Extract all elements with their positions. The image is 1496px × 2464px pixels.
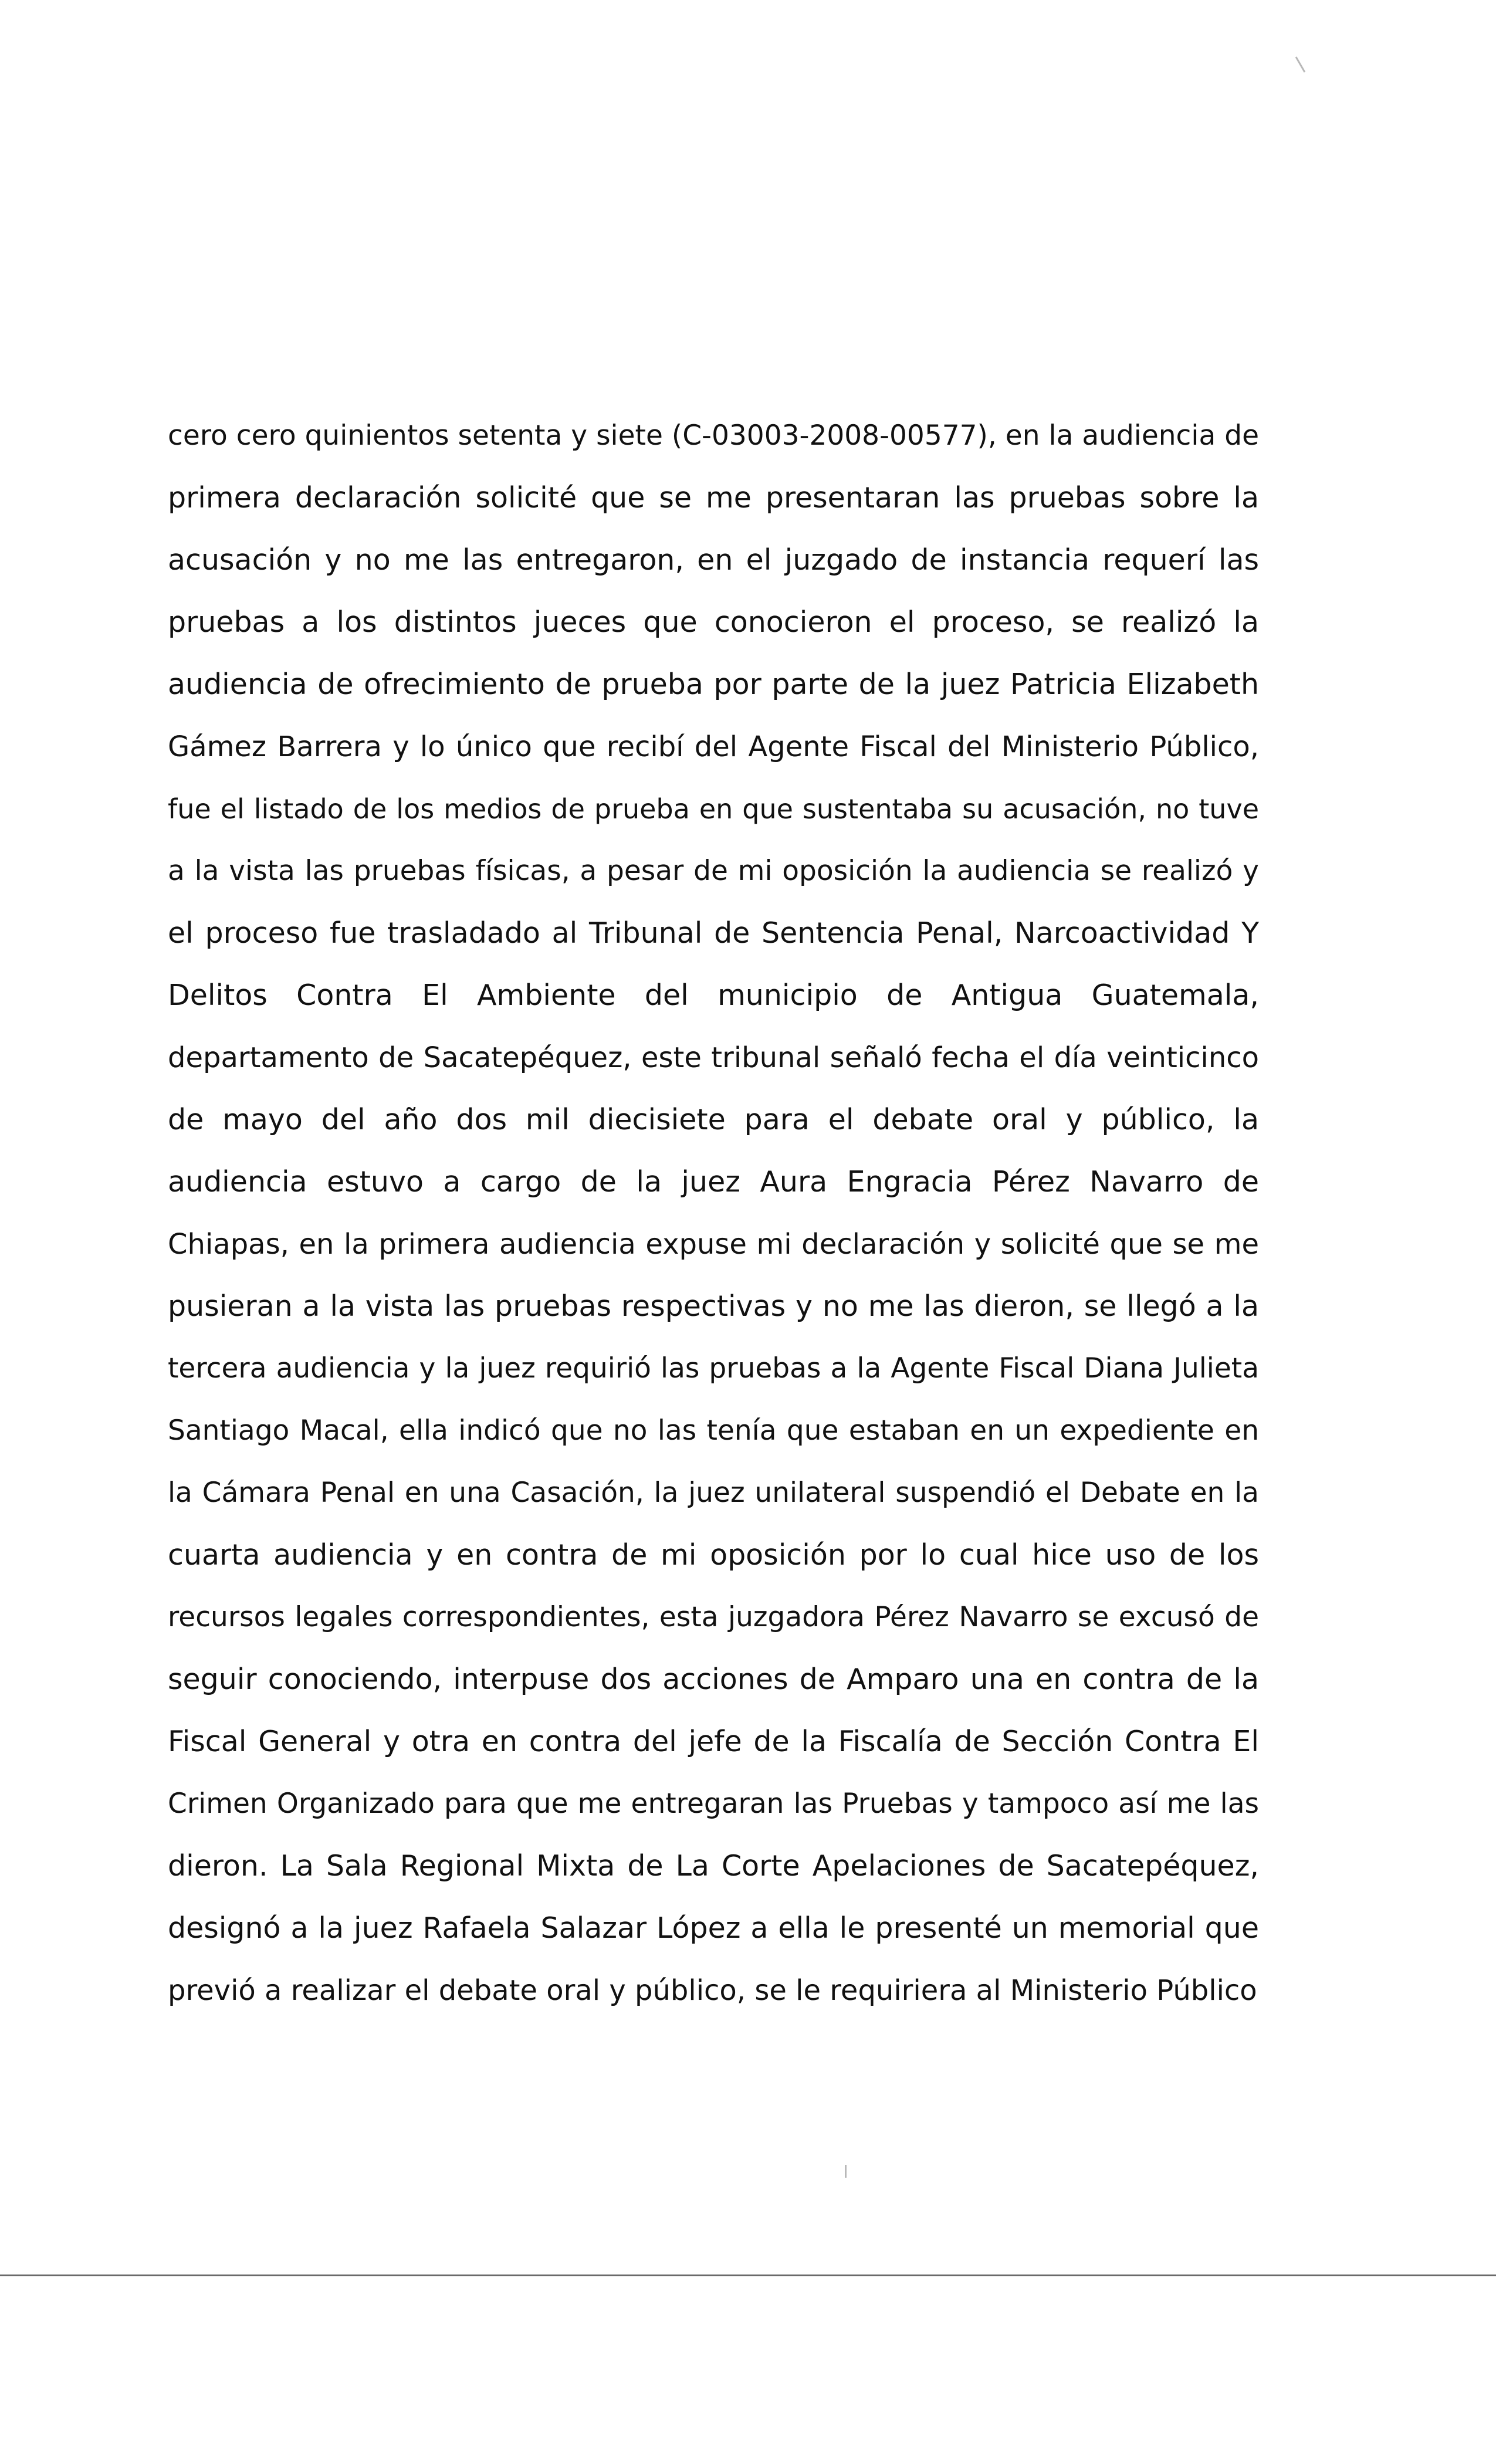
- horizontal-rule: [0, 2275, 1496, 2276]
- text-line: de mayo del año dos mil diecisiete para el debate oral y público, la: [168, 1103, 1259, 1136]
- text-line: pusieran a la vista las pruebas respectivas y no me las dieron, se llegó a la: [168, 1289, 1259, 1323]
- text-line: cuarta audiencia y en contra de mi oposición por lo cual hice uso de los: [168, 1538, 1259, 1572]
- body-paragraph: [168, 405, 1259, 2022]
- text-line: el proceso fue trasladado al Tribunal de Sentencia Penal, Narcoactividad Y: [168, 916, 1259, 950]
- text-line: pruebas a los distintos jueces que conocieron el proceso, se realizó la: [168, 605, 1259, 639]
- text-line: cero cero quinientos setenta y siete (C-03003-2008-00577), en la audiencia de: [168, 419, 1259, 452]
- scan-speck: [845, 2165, 847, 2178]
- text-line: la Cámara Penal en una Casación, la juez unilateral suspendió el Debate en la: [168, 1477, 1259, 1509]
- text-line: primera declaración solicité que se me presentaran las pruebas sobre la: [168, 481, 1259, 515]
- text-line: Chiapas, en la primera audiencia expuse mi declaración y solicité que se me: [168, 1228, 1259, 1261]
- text-line: recursos legales correspondientes, esta juzgadora Pérez Navarro se excusó de: [168, 1601, 1259, 1633]
- text-line: audiencia de ofrecimiento de prueba por parte de la juez Patricia Elizabeth: [168, 668, 1259, 701]
- text-line: departamento de Sacatepéquez, este tribunal señaló fecha el día veinticinco: [168, 1041, 1259, 1074]
- text-line: tercera audiencia y la juez requirió las pruebas a la Agente Fiscal Diana Julieta: [168, 1352, 1259, 1385]
- text-line: Santiago Macal, ella indicó que no las tenía que estaban en un expediente en: [168, 1414, 1259, 1447]
- text-line: acusación y no me las entregaron, en el juzgado de instancia requerí las: [168, 543, 1259, 577]
- text-line: a la vista las pruebas físicas, a pesar de mi oposición la audiencia se realizó y: [168, 855, 1259, 887]
- text-line: audiencia estuvo a cargo de la juez Aura Engracia Pérez Navarro de: [168, 1165, 1259, 1199]
- text-line: designó a la juez Rafaela Salazar López a ella le presenté un memorial que: [168, 1911, 1259, 1945]
- text-line: Gámez Barrera y lo único que recibí del Agente Fiscal del Ministerio Público,: [168, 730, 1259, 763]
- text-line: Fiscal General y otra en contra del jefe de la Fiscalía de Sección Contra El: [168, 1725, 1259, 1758]
- text-line: previó a realizar el debate oral y público, se le requiriera al Ministerio Público: [168, 1974, 1257, 2007]
- scan-speck: [1295, 56, 1306, 72]
- text-line: Crimen Organizado para que me entregaran las Pruebas y tampoco así me las: [168, 1788, 1259, 1820]
- text-line: Delitos Contra El Ambiente del municipio de Antigua Guatemala,: [168, 979, 1259, 1012]
- text-line: fue el listado de los medios de prueba en que sustentaba su acusación, no tuve: [168, 793, 1259, 825]
- text-line: seguir conociendo, interpuse dos acciones de Amparo una en contra de la: [168, 1663, 1259, 1696]
- text-line: dieron. La Sala Regional Mixta de La Corte Apelaciones de Sacatepéquez,: [168, 1849, 1259, 1883]
